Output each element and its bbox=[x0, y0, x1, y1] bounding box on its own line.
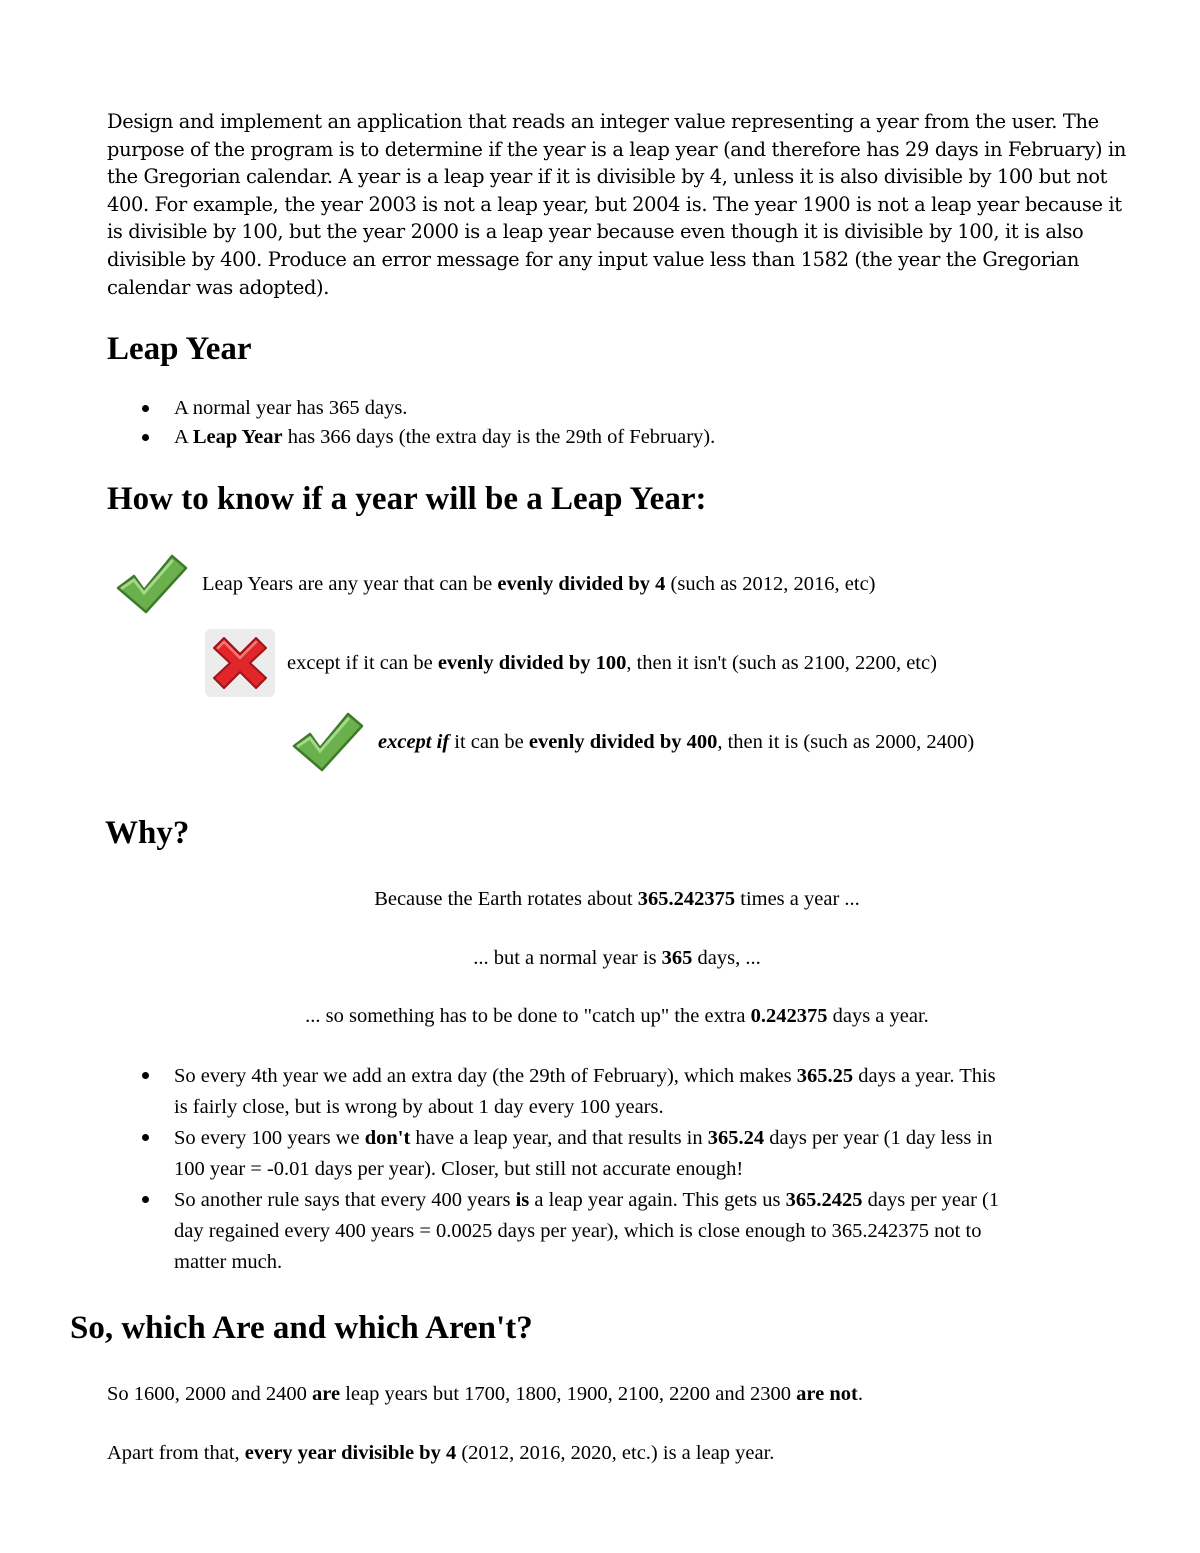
list-item: A Leap Year has 366 days (the extra day is the 29th of February). bbox=[140, 423, 1140, 452]
which-heading: So, which Are and which Aren't? bbox=[70, 1310, 533, 1346]
why-line-1: Because the Earth rotates about 365.242375 times a year ... bbox=[374, 888, 860, 910]
which-line-2: Apart from that, every year divisible by 4 (2012, 2016, 2020, etc.) is a leap year. bbox=[107, 1442, 775, 1464]
cross-icon bbox=[204, 628, 276, 698]
check-icon bbox=[288, 708, 366, 776]
list-item: So every 4th year we add an extra day (the 29th of February), which makes 365.25 days a year. This is fairly close, but is wrong by about 1 day every 100 years. bbox=[140, 1061, 1150, 1123]
list-item: A normal year has 365 days. bbox=[140, 394, 1140, 423]
rule-divisible-by-4: Leap Years are any year that can be evenly divided by 4 (such as 2012, 2016, etc) bbox=[202, 573, 876, 595]
check-icon bbox=[112, 550, 190, 618]
why-heading: Why? bbox=[105, 815, 190, 851]
which-line-1: So 1600, 2000 and 2400 are leap years but 1700, 1800, 1900, 2100, 2200 and 2300 are not. bbox=[107, 1383, 863, 1405]
why-line-2: ... but a normal year is 365 days, ... bbox=[473, 947, 761, 969]
list-item: So every 100 years we don't have a leap year, and that results in 365.24 days per year (1 day less in 100 year = -0.01 days per year). Closer, but still not accurate enough! bbox=[140, 1123, 1150, 1185]
why-line-3: ... so something has to be done to "catch up" the extra 0.242375 days a year. bbox=[305, 1005, 929, 1027]
rule-divisible-by-100: except if it can be evenly divided by 100, then it isn't (such as 2100, 2200, etc) bbox=[287, 652, 937, 674]
rule-divisible-by-400: except if it can be evenly divided by 400, then it is (such as 2000, 2400) bbox=[378, 731, 975, 753]
leap-year-bullets bbox=[140, 394, 1140, 452]
list-item: So another rule says that every 400 years is a leap year again. This gets us 365.2425 days per year (1 day regained every 400 years = 0.0025 days per year), which is close enough to 365.242375 not to matter much. bbox=[140, 1185, 1150, 1278]
how-to-heading: How to know if a year will be a Leap Year: bbox=[107, 481, 707, 517]
leap-year-heading: Leap Year bbox=[107, 331, 252, 367]
why-bullets bbox=[140, 1061, 1150, 1278]
intro-paragraph: Design and implement an application that reads an integer value representing a year from the user. The purpose of the program is to determine if the year is a leap year (and therefore has 29 days in February) in the Gregorian calendar. A year is a leap year if it is divisible by 4, unless it is also divisible by 100 but not 400. For example, the year 2003 is not a leap year, but 2004 is. The year 1900 is not a leap year because it is divisible by 100, but the year 2000 is a leap year because even though it is divisible by 100, it is also divisible by 400. Produce an error message for any input value less than 1582 (the year the Gregorian calendar was adopted). bbox=[107, 110, 1126, 299]
